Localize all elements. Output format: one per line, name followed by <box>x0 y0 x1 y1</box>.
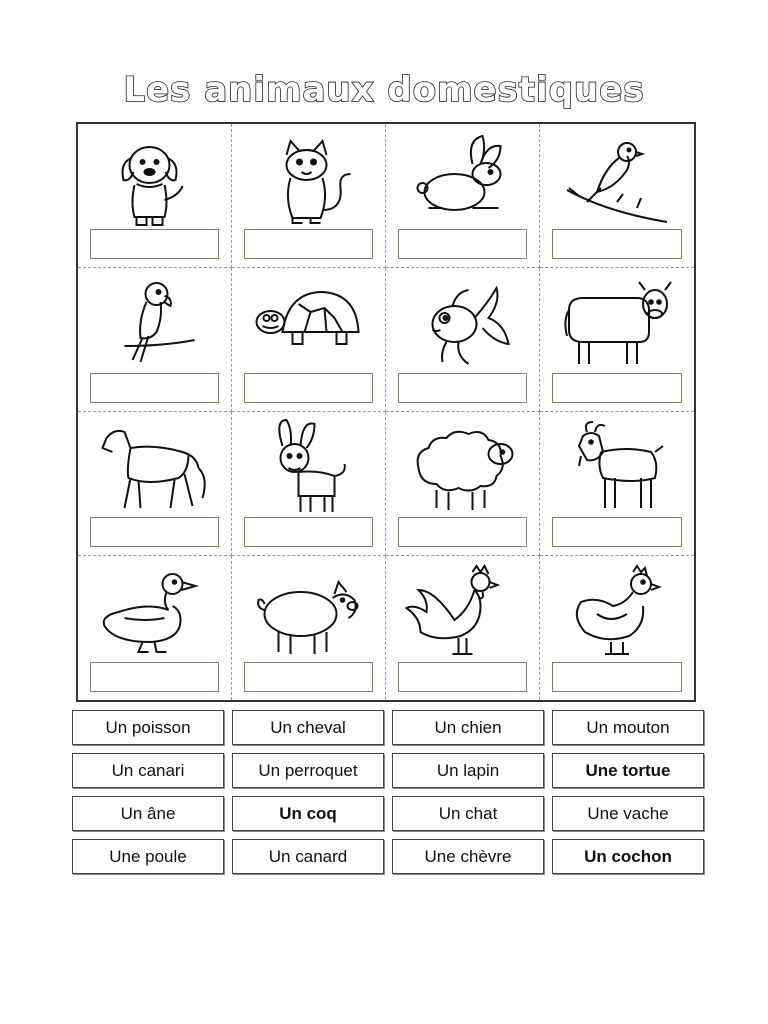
cow-icon <box>550 274 684 374</box>
canary-icon <box>550 130 684 230</box>
answer-box[interactable] <box>398 229 527 259</box>
answer-box[interactable] <box>552 517 682 547</box>
word-card[interactable]: Un cochon <box>552 839 704 874</box>
animal-cell <box>540 556 694 700</box>
animal-cell <box>78 412 232 556</box>
animal-cell <box>78 268 232 412</box>
animal-cell <box>386 268 540 412</box>
word-card[interactable]: Une poule <box>72 839 224 874</box>
animal-cell <box>540 412 694 556</box>
word-card[interactable]: Une vache <box>552 796 704 831</box>
word-card[interactable]: Un chat <box>392 796 544 831</box>
answer-box[interactable] <box>552 229 682 259</box>
word-card[interactable]: Un cheval <box>232 710 384 745</box>
word-card[interactable]: Un chien <box>392 710 544 745</box>
answer-box[interactable] <box>552 662 682 692</box>
word-card[interactable]: Un poisson <box>72 710 224 745</box>
word-card[interactable]: Une tortue <box>552 753 704 788</box>
animal-cell <box>540 268 694 412</box>
answer-box[interactable] <box>244 517 373 547</box>
hen-icon <box>550 562 684 662</box>
fish-icon <box>396 274 529 374</box>
goat-icon <box>550 418 684 518</box>
answer-box[interactable] <box>244 229 373 259</box>
answer-box[interactable] <box>244 662 373 692</box>
animal-grid <box>76 122 696 702</box>
animal-cell <box>78 124 232 268</box>
cat-icon <box>242 130 375 230</box>
word-card[interactable]: Un canard <box>232 839 384 874</box>
word-card[interactable]: Un âne <box>72 796 224 831</box>
word-card[interactable]: Un canari <box>72 753 224 788</box>
animal-cell <box>232 412 386 556</box>
word-card[interactable]: Un lapin <box>392 753 544 788</box>
answer-box[interactable] <box>90 229 219 259</box>
dog-icon <box>88 130 221 230</box>
word-card[interactable]: Un perroquet <box>232 753 384 788</box>
animal-cell <box>78 556 232 700</box>
parrot-icon <box>88 274 221 374</box>
answer-box[interactable] <box>398 373 527 403</box>
word-card[interactable]: Un coq <box>232 796 384 831</box>
rooster-icon <box>396 562 529 662</box>
turtle-icon <box>242 274 375 374</box>
page-title: Les animaux domestiques <box>123 70 645 110</box>
animal-cell <box>540 124 694 268</box>
donkey-icon <box>242 418 375 518</box>
answer-box[interactable] <box>398 662 527 692</box>
answer-box[interactable] <box>90 662 219 692</box>
animal-cell <box>232 124 386 268</box>
animal-cell <box>386 412 540 556</box>
duck-icon <box>88 562 221 662</box>
animal-cell <box>386 124 540 268</box>
word-card[interactable]: Une chèvre <box>392 839 544 874</box>
sheep-icon <box>396 418 529 518</box>
horse-icon <box>88 418 221 518</box>
word-bank <box>72 710 704 874</box>
animal-cell <box>232 268 386 412</box>
answer-box[interactable] <box>90 373 219 403</box>
answer-box[interactable] <box>552 373 682 403</box>
animal-cell <box>386 556 540 700</box>
animal-cell <box>232 556 386 700</box>
answer-box[interactable] <box>244 373 373 403</box>
pig-icon <box>242 562 375 662</box>
rabbit-icon <box>396 130 529 230</box>
word-card[interactable]: Un mouton <box>552 710 704 745</box>
answer-box[interactable] <box>90 517 219 547</box>
answer-box[interactable] <box>398 517 527 547</box>
